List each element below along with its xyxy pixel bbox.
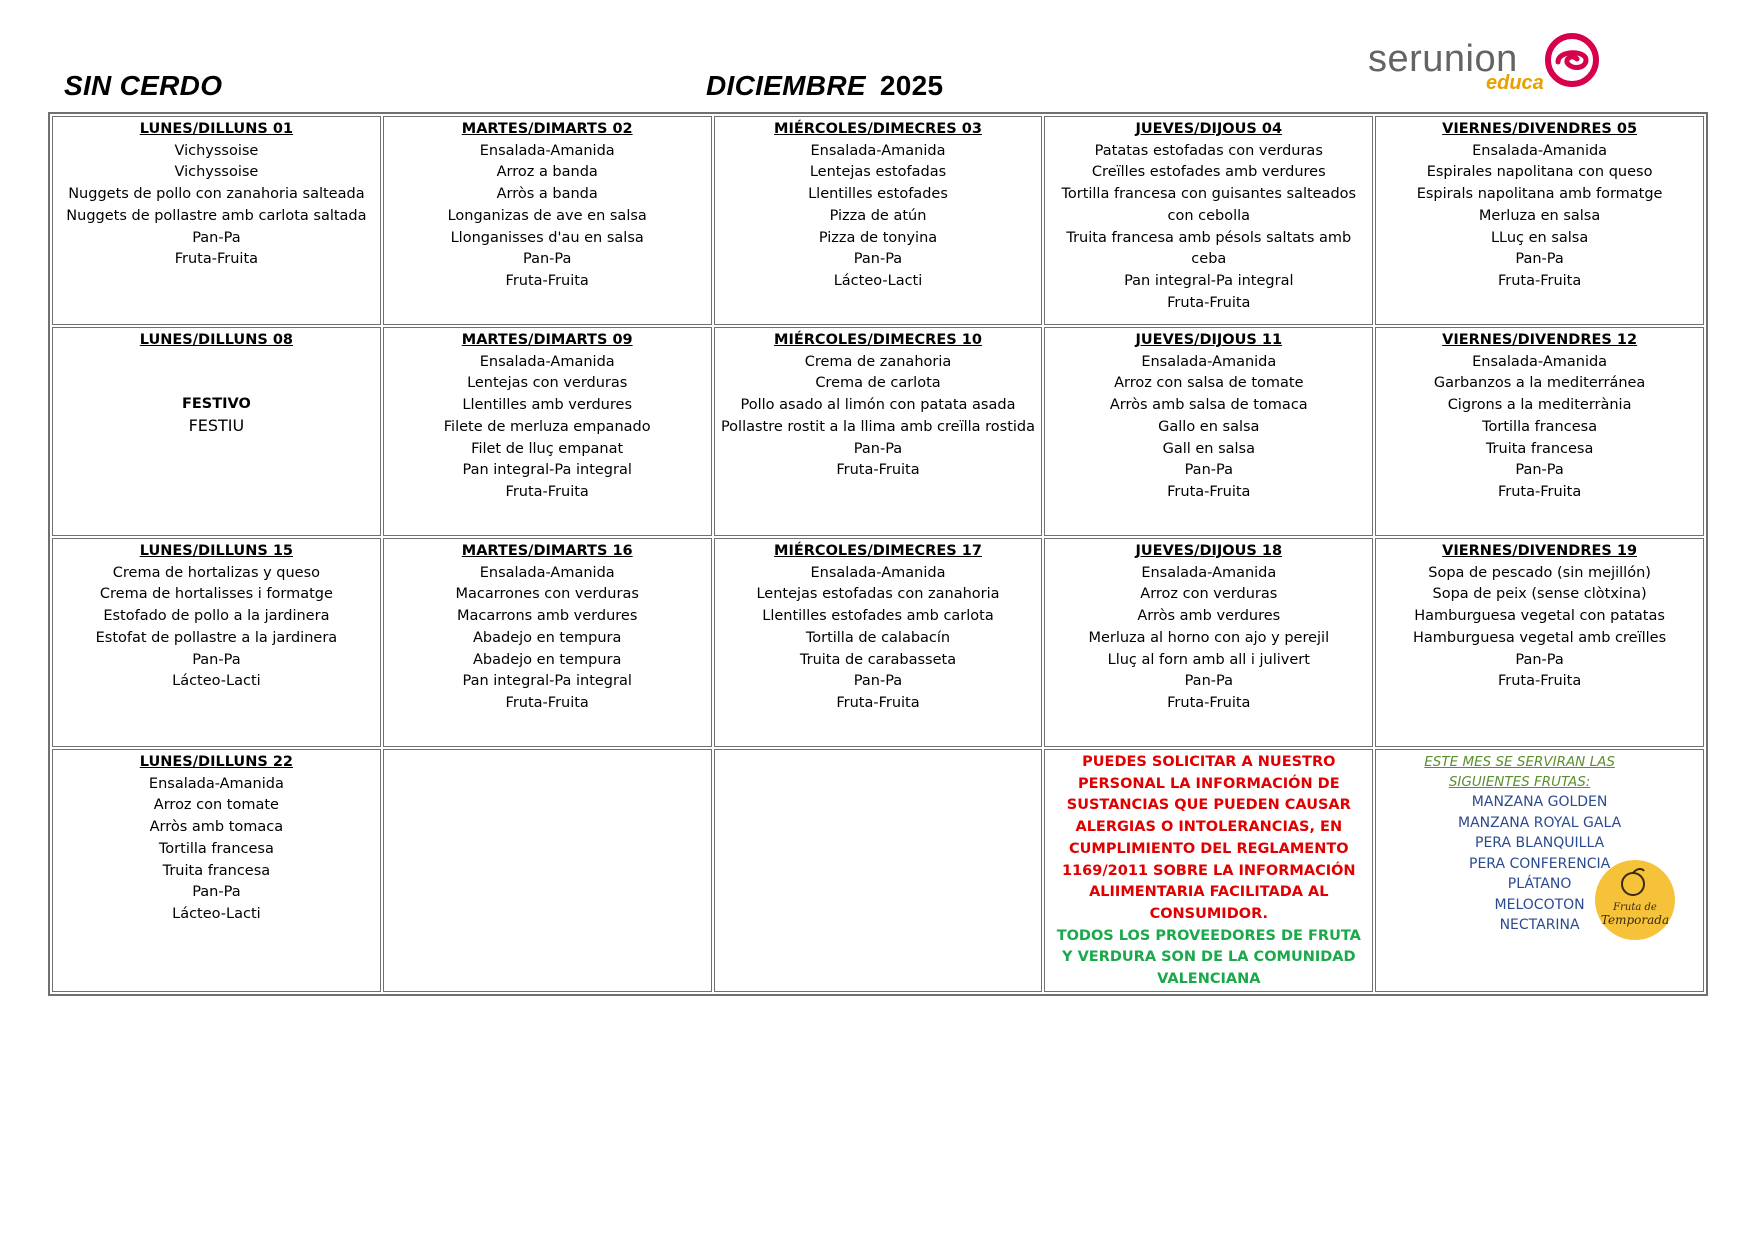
dish: Tortilla francesa (158, 840, 274, 857)
festiu-text: FESTIU (188, 416, 245, 436)
dish: Pan-Pa (1184, 673, 1233, 690)
dish: Pizza de tonyina (818, 229, 938, 246)
dish: Fruta-Fruita (1497, 673, 1582, 690)
year-label: 2025 (879, 70, 944, 101)
dish: Pan-Pa (192, 651, 241, 668)
dish: Vichyssoise (174, 164, 259, 181)
allergen-notice-cell (1044, 749, 1373, 992)
day-title: LUNES/DILLUNS 22 (139, 754, 294, 770)
dish: Estofat de pollastre a la jardinera (95, 629, 338, 646)
day-title: VIERNES/DIVENDRES 19 (1442, 543, 1638, 559)
dish: Lácteo-Lacti (833, 272, 923, 289)
day-title: MIÉRCOLES/DIMECRES 03 (774, 121, 982, 137)
dish: Sopa de peix (sense clòtxina) (1432, 586, 1647, 603)
dish: Lentejas estofadas (809, 164, 947, 181)
empty-cell (383, 749, 712, 992)
dish: Llonganisses d'au en salsa (450, 229, 644, 246)
dish: Fruta-Fruita (1497, 272, 1582, 289)
day-title: VIERNES/DIVENDRES 05 (1442, 121, 1638, 137)
badge-line1: Fruta de (1613, 902, 1657, 913)
dish: Estofado de pollo a la jardinera (103, 608, 330, 625)
dish: Pan-Pa (853, 440, 903, 457)
dish: Fruta-Fruita (505, 483, 589, 500)
dish: Pan integral-Pa integral (1124, 272, 1294, 289)
dish: Pan-Pa (1184, 462, 1233, 479)
dish: Arròs a banda (496, 186, 598, 203)
logo-brand-text: serunion (1368, 38, 1518, 80)
logo-sub-text: educa (1486, 72, 1544, 94)
dish: Merluza al horno con ajo y perejil (1088, 629, 1330, 646)
badge-line2: Temporada (1600, 913, 1670, 927)
dish: Longanizas de ave en salsa (447, 207, 647, 224)
dish: Llentilles estofades amb carlota (762, 608, 994, 625)
fruit-item: PLÁTANO (1507, 876, 1572, 892)
dish: Hamburguesa vegetal amb creïlles (1413, 629, 1667, 646)
day-title: MARTES/DIMARTS 09 (461, 332, 633, 348)
day-title: JUEVES/DIJOUS 11 (1135, 332, 1283, 348)
dish: Ensalada-Amanida (1141, 353, 1277, 370)
dish: Ensalada-Amanida (1472, 353, 1608, 370)
day-title: LUNES/DILLUNS 08 (139, 332, 294, 348)
dish: Pan-Pa (853, 673, 903, 690)
dish: Ensalada-Amanida (479, 564, 615, 581)
festivo-text: FESTIVO (181, 395, 251, 412)
dish: Ensalada-Amanida (479, 353, 615, 370)
dish: Pan-Pa (192, 884, 241, 901)
dish: LLuç en salsa (1490, 229, 1589, 246)
dish: Arròs amb verdures (1137, 608, 1281, 625)
dish: Vichyssoise (174, 142, 259, 159)
dish: Ensalada-Amanida (479, 142, 615, 159)
empty-cell (714, 749, 1043, 992)
dish: Arròs amb salsa de tomaca (1109, 397, 1308, 414)
day-title: MIÉRCOLES/DIMECRES 17 (774, 543, 982, 559)
dish: Fruta-Fruita (1167, 483, 1251, 500)
fruits-title-line1: ESTE MES SE SERVIRAN LAS (1424, 754, 1615, 770)
dish: Lluç al forn amb all i julivert (1107, 651, 1310, 668)
fruits-title-line2: SIGUIENTES FRUTAS: (1448, 774, 1591, 790)
dish: Garbanzos a la mediterránea (1433, 375, 1646, 392)
dish: Truita francesa (1485, 440, 1594, 457)
dish: Pan-Pa (853, 251, 903, 268)
day-cell (383, 327, 712, 536)
local-produce-notice-text: TODOS LOS PROVEEDORES DE FRUTA Y VERDURA SON DE LA COMUNIDAD VALENCIANA (1056, 927, 1361, 988)
dish: Nuggets de pollastre amb carlota saltada (66, 207, 367, 224)
day-cell (52, 749, 381, 992)
dish: Arròs amb tomaca (149, 819, 284, 836)
day-cell (1044, 327, 1373, 536)
dish: Ensalada-Amanida (1141, 564, 1277, 581)
month-label: DICIEMBRE (706, 70, 866, 101)
day-cell (1044, 116, 1373, 325)
day-title: MARTES/DIMARTS 02 (461, 121, 633, 137)
dish: Fruta-Fruita (1167, 694, 1251, 711)
serunion-logo (1368, 30, 1598, 92)
dish: Fruta-Fruita (1497, 483, 1582, 500)
dish: Llentilles estofades (808, 186, 948, 203)
weekly-menu-table (48, 112, 1708, 996)
dish: Espirals napolitana amb formatge (1416, 186, 1663, 203)
dish: Cigrons a la mediterrània (1447, 397, 1632, 414)
day-cell (714, 538, 1043, 747)
day-cell (714, 327, 1043, 536)
seasonal-fruit-badge-icon (1593, 858, 1677, 942)
dish: Ensalada-Amanida (810, 564, 946, 581)
dish: Pan-Pa (192, 229, 241, 246)
dish: Filet de lluç empanat (471, 440, 624, 457)
dish: Fruta-Fruita (1167, 294, 1251, 311)
dish: Ensalada-Amanida (1472, 142, 1608, 159)
day-cell (52, 327, 381, 536)
day-cell (1375, 327, 1704, 536)
dish: Truita de carabasseta (799, 651, 957, 668)
dish: Ensalada-Amanida (810, 142, 946, 159)
day-title: MIÉRCOLES/DIMECRES 10 (774, 332, 982, 348)
dish: Pollastre rostit a la llima amb creïlla rostida (720, 418, 1036, 435)
fruit-item: MANZANA GOLDEN (1471, 794, 1608, 810)
dish: Crema de carlota (815, 375, 941, 392)
serunion-swirl-icon (1544, 32, 1600, 88)
dish: Pan-Pa (523, 251, 572, 268)
fruit-item: NECTARINA (1499, 917, 1580, 933)
day-cell (1375, 538, 1704, 747)
dish: Gallo en salsa (1158, 418, 1260, 435)
dish: Crema de zanahoria (804, 353, 952, 370)
dish: Lentejas estofadas con zanahoria (756, 586, 1000, 603)
week-row (52, 538, 1704, 747)
day-title: VIERNES/DIVENDRES 12 (1442, 332, 1638, 348)
dish: Lentejas con verduras (467, 375, 628, 392)
week-row (52, 327, 1704, 536)
day-cell (1375, 116, 1704, 325)
dish: Truita francesa amb pésols saltats amb ceba (1066, 229, 1352, 268)
dish: Hamburguesa vegetal con patatas (1414, 608, 1665, 625)
dish: Arroz con salsa de tomate (1114, 375, 1304, 392)
day-cell (383, 116, 712, 325)
dish: Nuggets de pollo con zanahoria salteada (68, 186, 365, 203)
dish: Lácteo-Lacti (172, 673, 261, 690)
dish: Arroz con tomate (153, 797, 279, 814)
dish: Tortilla francesa con guisantes salteados con cebolla (1061, 186, 1357, 224)
dish: Espirales napolitana con queso (1426, 164, 1653, 181)
dish: Sopa de pescado (sin mejillón) (1428, 564, 1651, 581)
dish: Arroz con verduras (1140, 586, 1278, 603)
day-title: LUNES/DILLUNS 01 (139, 121, 294, 137)
dish: Tortilla francesa (1482, 418, 1598, 435)
dish: Fruta-Fruita (836, 694, 920, 711)
menu-variant-title: SIN CERDO (64, 70, 223, 101)
dish: Pan integral-Pa integral (462, 673, 632, 690)
day-cell (52, 538, 381, 747)
fruit-item: MANZANA ROYAL GALA (1457, 814, 1622, 831)
day-cell (1044, 538, 1373, 747)
allergen-notice-text: PUEDES SOLICITAR A NUESTRO PERSONAL LA INFORMACIÓN DE SUSTANCIAS QUE PUEDEN CAUSAR ALERGIAS O INTOLERANCIAS, EN CUMPLIMIENTO DEL REGLAMENTO 1169/2011 SOBRE LA INFORMACIÓN ALIIMENTARIA FACILITADA AL CONSUMIDOR. (1061, 754, 1356, 922)
day-title: LUNES/DILLUNS 15 (139, 543, 294, 559)
dish: Filete de merluza empanado (443, 418, 651, 435)
dish: Arroz a banda (496, 164, 598, 181)
dish: Llentilles amb verdures (462, 397, 632, 414)
month-title (706, 70, 943, 102)
dish: Pan integral-Pa integral (462, 462, 632, 479)
fruit-item: PERA CONFERENCIA (1469, 855, 1611, 872)
dish: Pollo asado al limón con patata asada (740, 397, 1016, 414)
day-cell (52, 116, 381, 325)
dish: Fruta-Fruita (836, 462, 920, 479)
dish: Merluza en salsa (1478, 207, 1601, 224)
dish: Pan-Pa (1515, 251, 1564, 268)
dish: Gall en salsa (1162, 440, 1255, 457)
dish: Lácteo-Lacti (172, 905, 261, 922)
fruit-item: PERA BLANQUILLA (1475, 835, 1605, 851)
dish: Truita francesa (162, 862, 271, 879)
dish: Pan-Pa (1515, 462, 1564, 479)
day-title: MARTES/DIMARTS 16 (461, 543, 633, 559)
holiday-label (57, 394, 376, 437)
dish: Fruta-Fruita (505, 272, 589, 289)
day-cell (383, 538, 712, 747)
dish: Pizza de atún (829, 207, 927, 224)
dish: Fruta-Fruita (505, 694, 589, 711)
dish: Creïlles estofades amb verdures (1091, 164, 1326, 181)
week-row (52, 116, 1704, 325)
fruit-item: MELOCOTON (1494, 896, 1585, 913)
week-row (52, 749, 1704, 992)
dish: Crema de hortalizas y queso (112, 564, 321, 581)
day-cell (714, 116, 1043, 325)
seasonal-fruits-cell (1375, 749, 1704, 992)
dish: Fruta-Fruita (174, 251, 259, 268)
day-title: JUEVES/DIJOUS 04 (1135, 121, 1283, 137)
dish: Crema de hortalisses i formatge (99, 586, 333, 603)
dish: Ensalada-Amanida (148, 775, 284, 792)
dish: Tortilla de calabacín (805, 629, 951, 646)
dish: Abadejo en tempura (473, 651, 622, 668)
day-title: JUEVES/DIJOUS 18 (1135, 543, 1283, 559)
dish: Pan-Pa (1515, 651, 1564, 668)
dish: Patatas estofadas con verduras (1094, 142, 1323, 159)
dish: Macarrons amb verdures (457, 608, 638, 625)
dish: Macarrones con verduras (455, 586, 639, 603)
dish: Abadejo en tempura (473, 629, 622, 646)
